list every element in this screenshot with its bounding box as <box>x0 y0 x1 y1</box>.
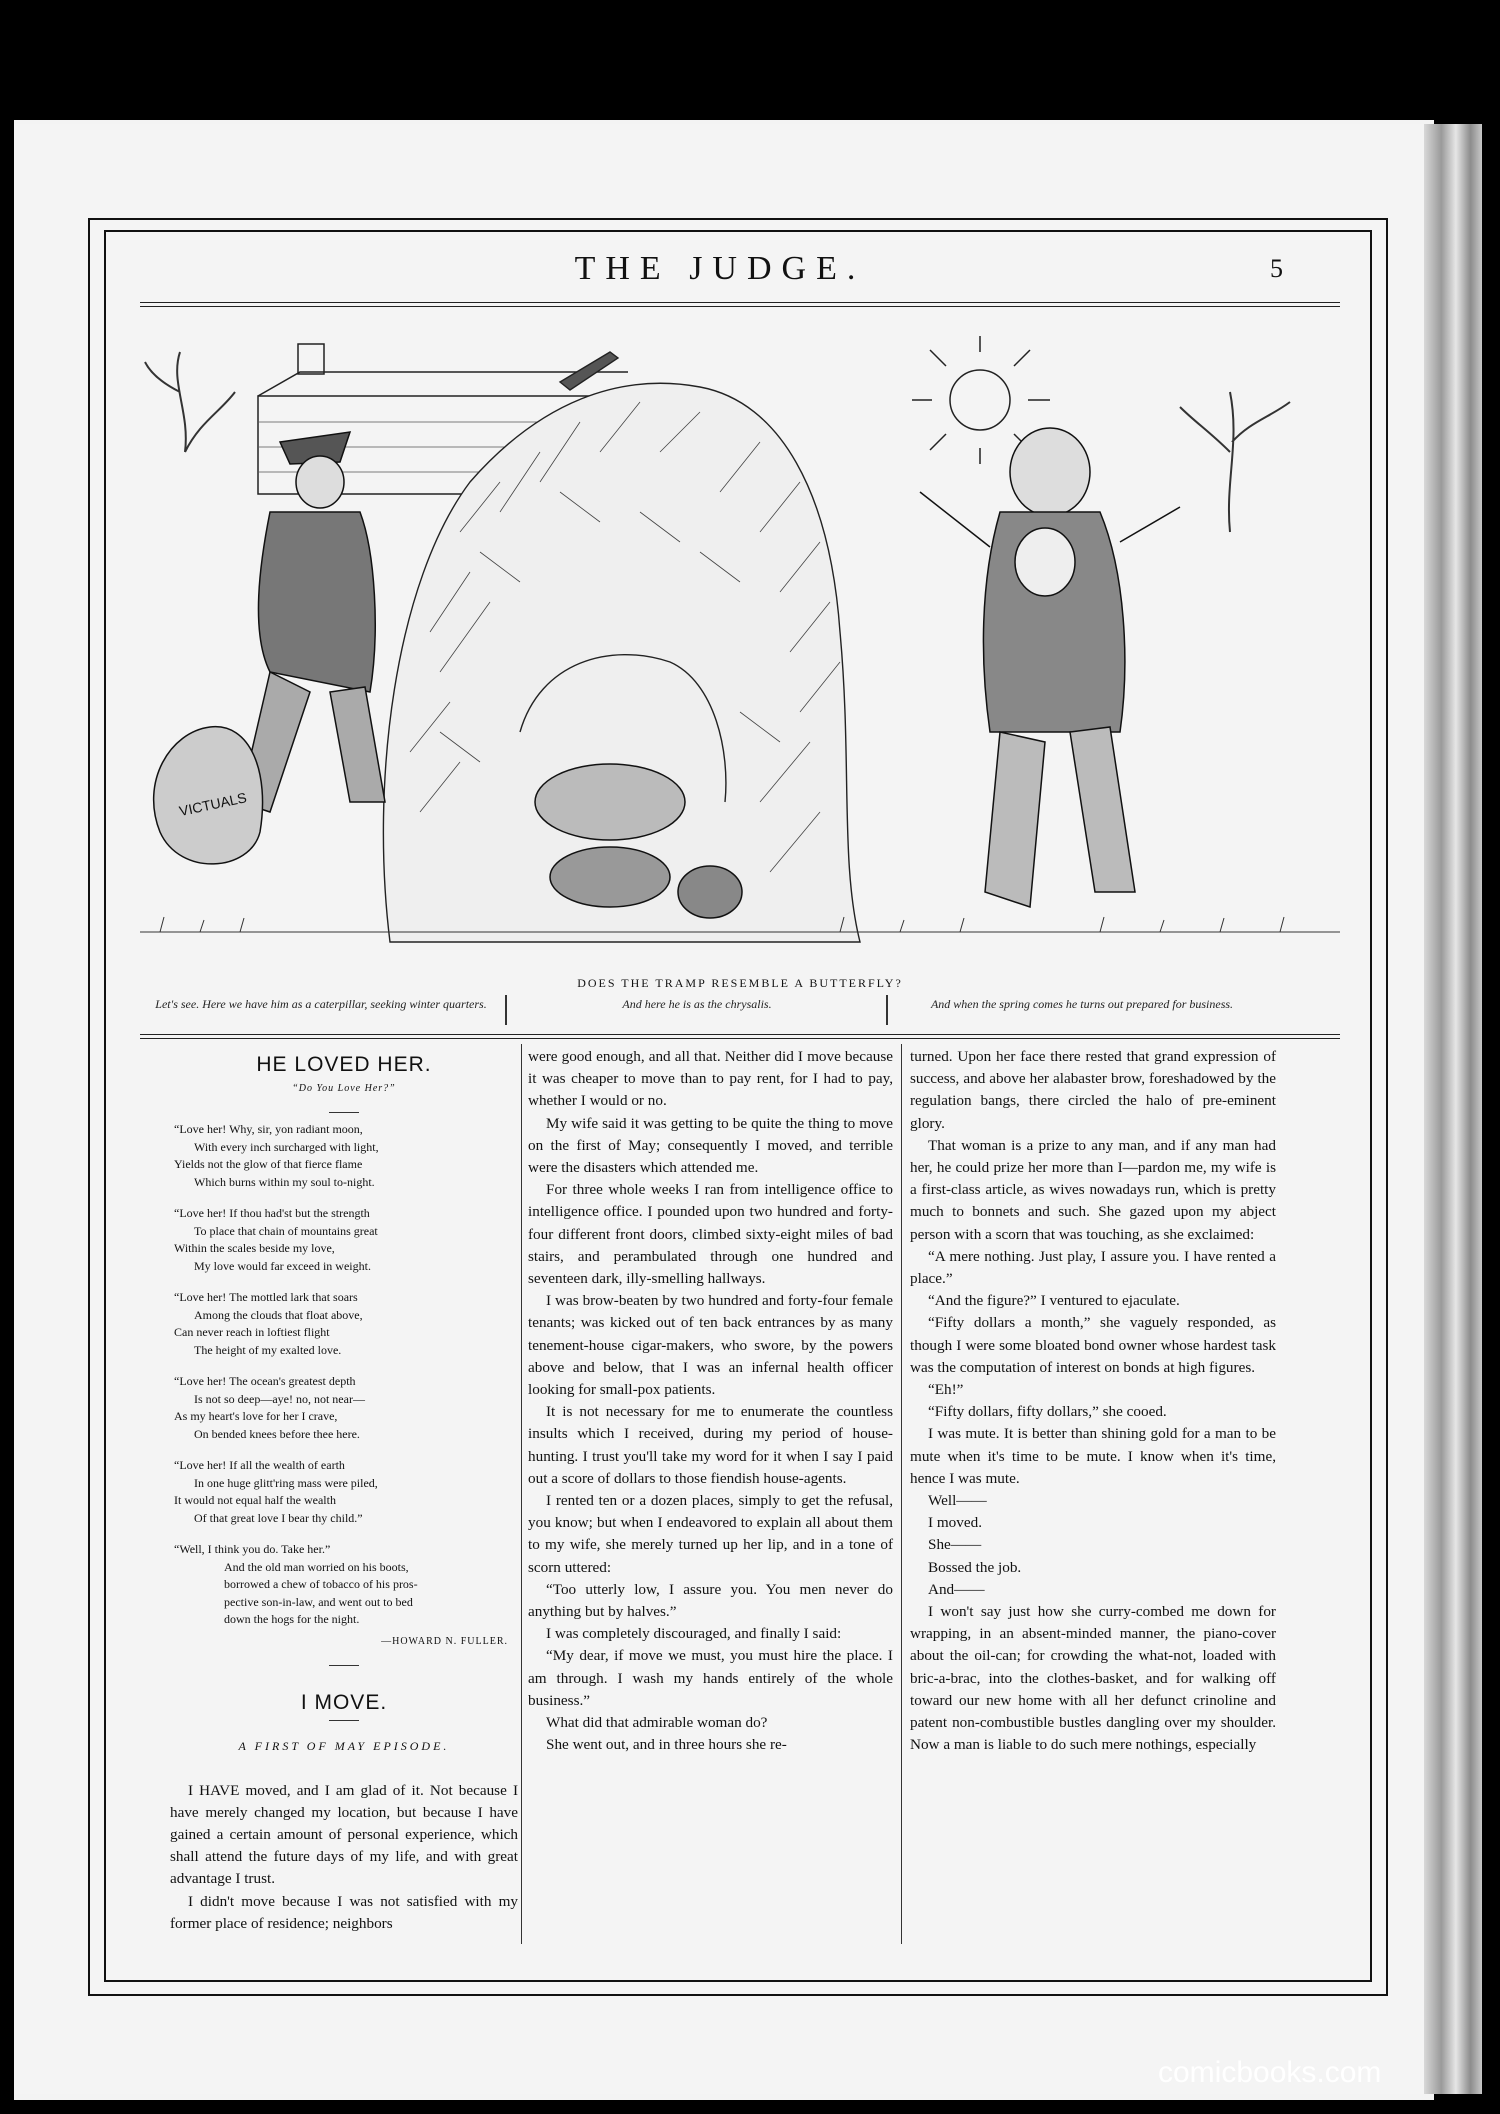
article-paragraph: “My dear, if move we must, you must hire the place. I am through. I wash my hands entirely of the whole business.” <box>528 1647 893 1709</box>
article-paragraph: “Fifty dollars a month,” she vaguely responded, as though I were some bloated bond owner whose hardest task was the computation of interest on bonds at high figures. <box>910 1314 1276 1376</box>
poem-line: Of that great love I bear thy child.” <box>194 1510 363 1525</box>
poem-byline: —HOWARD N. FULLER. <box>381 1635 508 1647</box>
article-paragraph: “Too utterly low, I assure you. You men never do anything but by halves.” <box>528 1580 893 1621</box>
poem-line: “Love her! The ocean's greatest depth <box>174 1374 356 1389</box>
article-paragraph: Well—— <box>928 1492 987 1510</box>
poem-stanza <box>174 1121 518 1191</box>
divider <box>329 1720 359 1721</box>
book-spine-edge <box>1424 124 1482 2094</box>
article-paragraph: She went out, and in three hours she re- <box>546 1736 787 1754</box>
article-paragraph: I rented ten or a dozen places, simply to get the refusal, you know; but when I endeavored to explain all about them to my wife, she merely turned up her lip, and in a tone of scorn uttered: <box>528 1492 893 1576</box>
article-paragraph: I was completely discouraged, and finally I said: <box>546 1625 842 1643</box>
caption-caterpillar: Let's see. Here we have him as a caterpillar, seeking winter quarters. <box>155 997 487 1011</box>
poem-line: “Love her! Why, sir, yon radiant moon, <box>174 1122 363 1137</box>
poem-line: Which burns within my soul to-night. <box>194 1174 375 1189</box>
article-paragraph: I was mute. It is better than shining gold for a man to be mute when it's time to be mute. I know when it's time, hence I was mute. <box>910 1425 1276 1487</box>
divider <box>329 1665 359 1666</box>
column-two <box>528 1046 893 1757</box>
poem-line: The height of my exalted love. <box>194 1342 342 1357</box>
poem-line: With every inch surcharged with light, <box>194 1139 379 1154</box>
watermark-link[interactable]: comicbooks.com <box>1158 2056 1382 2089</box>
divider <box>329 1112 359 1113</box>
article-paragraph: My wife said it was getting to be quite the thing to move on the first of May; consequently I moved, and terrible were the disasters which attended me. <box>528 1114 893 1177</box>
poem-line: down the hogs for the night. <box>224 1612 360 1627</box>
poem-line: And the old man worried on his boots, <box>224 1559 409 1574</box>
poem-title: HE LOVED HER. <box>256 1053 432 1076</box>
poem-line: On bended knees before thee here. <box>194 1426 360 1441</box>
article-paragraph: were good enough, and all that. Neither did I move because it was cheaper to move than to pay rent, for I had to pay, whether I would or no. <box>528 1048 893 1110</box>
poem-epigraph: “Do You Love Her?” <box>292 1083 396 1095</box>
article-paragraph: Bossed the job. <box>928 1558 1022 1576</box>
article-paragraph: turned. Upon her face there rested that grand expression of success, and above her alabaster brow, foreshadowed by the regulation bangs, there circled the halo of pre-eminent glory. <box>910 1048 1276 1132</box>
masthead-rule-bottom <box>140 306 1340 307</box>
caption-butterfly: And when the spring comes he turns out prepared for business. <box>930 997 1234 1011</box>
article-paragraph: That woman is a prize to any man, and if any man had her, he could prize her more than I—pardon me, my wife is a first-class article, as wives nowadays run, which is pretty much to bonnets and such. She gazed upon my abject person with a scorn that was touching, as she exclaimed: <box>910 1136 1276 1243</box>
article-paragraph: It is not necessary for me to enumerate the countless insults which I received, during my period of house-hunting. I trust you'll take my word for it when I say I paid out a score of dollars to those fiendish house-agents. <box>528 1403 893 1487</box>
masthead-rule-top <box>140 302 1340 303</box>
poem-line: “Love her! If thou had'st but the strength <box>174 1206 370 1221</box>
poem-stanza <box>174 1289 518 1359</box>
article-paragraph: “A mere nothing. Just play, I assure you. I have rented a place.” <box>910 1247 1276 1288</box>
section-rule-bottom <box>140 1038 1340 1039</box>
column-separator <box>521 1044 522 1944</box>
poem-line: Among the clouds that float above, <box>194 1307 363 1322</box>
article-paragraph: And—— <box>928 1580 985 1598</box>
column-three <box>910 1046 1276 1757</box>
caption-chrysalis: And here he is as the chrysalis. <box>622 997 772 1011</box>
poem-line: borrowed a chew of tobacco of his pros- <box>224 1577 418 1592</box>
article-paragraph: I was brow-beaten by two hundred and forty-four female tenants; was kicked out of ten back entrances by as many tenement-house cigar-makers, who swore, by the powers above and below, that I was an infernal health officer looking for small-pox patients. <box>528 1292 893 1399</box>
section-rule-top <box>140 1034 1340 1035</box>
poem-line: To place that chain of mountains great <box>194 1223 378 1238</box>
poem-stanza <box>174 1205 518 1275</box>
poem-line: “Love her! If all the wealth of earth <box>174 1458 345 1473</box>
article-paragraph: What did that admirable woman do? <box>546 1714 768 1732</box>
poem-line: pective son-in-law, and went out to bed <box>224 1594 413 1609</box>
article-paragraph: “And the figure?” I ventured to ejaculate. <box>928 1292 1180 1310</box>
poem-line: Is not so deep—aye! no, not near— <box>194 1391 365 1406</box>
cartoon-title: DOES THE TRAMP RESEMBLE A BUTTERFLY? <box>577 976 903 990</box>
poem-line: Within the scales beside my love, <box>174 1241 335 1256</box>
article-paragraph: She—— <box>928 1536 982 1554</box>
poem-stanza <box>174 1373 518 1443</box>
poem-line: As my heart's love for her I crave, <box>174 1409 338 1424</box>
caption-separator <box>505 995 507 1025</box>
caption-separator <box>886 995 888 1025</box>
poem-stanza <box>174 1457 518 1527</box>
article-paragraph: “Fifty dollars, fifty dollars,” she cooed. <box>928 1403 1167 1421</box>
sack-label: VICTUALS <box>177 789 249 820</box>
poem-closing <box>174 1541 518 1629</box>
article-paragraph: “Eh!” <box>928 1381 964 1399</box>
article-paragraph: I won't say just how she curry-combed me down for wrapping, in an absent-minded manner, the piano-cover about the oil-can; for crowding the what-not, loaded with bric-a-brac, into the clothes-basket, and for walking off toward our new home with all her defunct crinoline and patent non-combustible bustles dangling over my shoulder. Now a man is liable to do such mere nothings, especially <box>910 1603 1276 1754</box>
poem-line: Can never reach in loftiest flight <box>174 1325 330 1340</box>
poem-line: My love would far exceed in weight. <box>194 1258 371 1273</box>
article-paragraph: I didn't move because I was not satisfied with my former place of residence; neighbors <box>170 1892 518 1932</box>
column-one <box>170 1046 518 1935</box>
poem-line: “Love her! The mottled lark that soars <box>174 1290 358 1305</box>
article-paragraph: I moved. <box>928 1514 982 1532</box>
page-number: 5 <box>1270 254 1283 283</box>
cartoon-illustration <box>140 332 1340 968</box>
masthead-title: THE JUDGE. <box>574 250 866 287</box>
column-separator <box>901 1044 902 1944</box>
poem-line: In one huge glitt'ring mass were piled, <box>194 1475 378 1490</box>
poem-line: It would not equal half the wealth <box>174 1493 336 1508</box>
article-paragraph: I HAVE moved, and I am glad of it. Not because I have merely changed my location, but because I have gained a certain amount of personal experience, which shall attend the future days of my life, and with great advantage I trust. <box>170 1781 518 1888</box>
poem-line: Yields not the glow of that fierce flame <box>174 1157 363 1172</box>
article-subtitle: A FIRST OF MAY EPISODE. <box>238 1739 450 1754</box>
poem-line: “Well, I think you do. Take her.” <box>174 1542 331 1557</box>
article-paragraph: For three whole weeks I ran from intelligence office to intelligence office. I pounded upon two hundred and forty-four different front doors, climbed sixty-eight miles of bad stairs, and perambulated through one hundred and seventeen dark, illy-smelling hallways. <box>528 1181 893 1288</box>
article-title: I MOVE. <box>300 1691 388 1715</box>
